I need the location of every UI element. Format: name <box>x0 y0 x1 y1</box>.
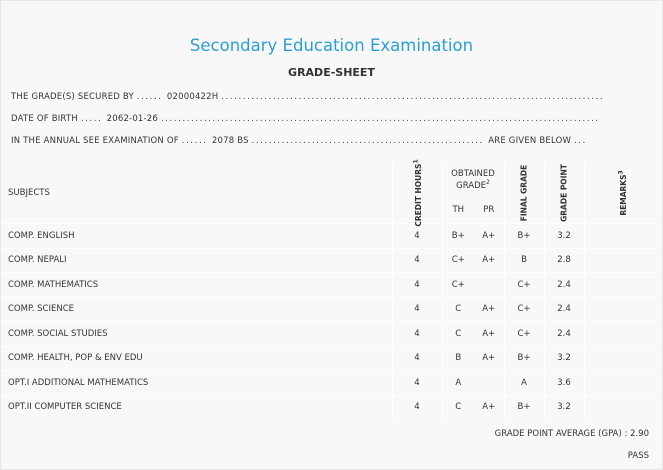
th-grade-cell: B <box>442 346 474 371</box>
table-row <box>2 248 660 273</box>
table-row <box>2 297 660 322</box>
final-grade-cell: B <box>504 248 544 273</box>
credit-hours-cell: 4 <box>392 224 442 249</box>
subject-cell: COMP. MATHEMATICS <box>2 273 392 298</box>
remarks-cell <box>584 371 660 396</box>
remarks-cell <box>584 395 660 419</box>
grade-point-cell: 3.2 <box>544 224 584 249</box>
subject-cell: COMP. SOCIAL STUDIES <box>2 322 392 347</box>
table-row <box>2 395 660 419</box>
symbol-number: 02000422H <box>166 92 219 102</box>
remarks-header: REMARKS$^3$ <box>584 162 660 224</box>
grade-point-cell: 3.2 <box>544 395 584 419</box>
grade-point-cell: 2.4 <box>544 273 584 298</box>
table-row <box>2 273 660 298</box>
final-grade-cell: C+ <box>504 273 544 298</box>
th-grade-cell: C+ <box>442 273 474 298</box>
grade-point-header: GRADE POINT <box>544 162 584 224</box>
grade-point-cell: 2.4 <box>544 322 584 347</box>
th-grade-cell: C <box>442 297 474 322</box>
pr-grade-cell <box>474 273 504 298</box>
pr-grade-cell: A+ <box>474 322 504 347</box>
grade-point-cell: 3.6 <box>544 371 584 396</box>
grade-point-cell: 2.8 <box>544 248 584 273</box>
subjects-header: SUBJECTS <box>8 187 50 198</box>
th-grade-cell: C <box>442 322 474 347</box>
final-grade-cell: B+ <box>504 395 544 419</box>
th-grade-cell: A <box>442 371 474 396</box>
remarks-cell <box>584 346 660 371</box>
final-grade-cell: B+ <box>504 346 544 371</box>
dob-label: DATE OF BIRTH <box>11 114 78 124</box>
remarks-cell <box>584 248 660 273</box>
subject-cell: OPT.I ADDITIONAL MATHEMATICS <box>2 371 392 396</box>
given-below-label: ARE GIVEN BELOW <box>488 136 572 146</box>
subject-cell: COMP. ENGLISH <box>2 224 392 249</box>
page-title: Secondary Education Examination <box>189 36 474 55</box>
pr-grade-cell: A+ <box>474 346 504 371</box>
pr-grade-cell: A+ <box>474 395 504 419</box>
pr-header: PR <box>483 205 495 215</box>
credit-hours-cell: 4 <box>392 248 442 273</box>
info-line-exam: IN THE ANNUAL SEE EXAMINATION OF ...... 2078 BS ...................................................... ARE GIVEN BELOW ... <box>11 136 587 146</box>
final-grade-cell: C+ <box>504 322 544 347</box>
table-row <box>2 346 660 371</box>
grades-table <box>2 158 660 419</box>
subject-cell: OPT.II COMPUTER SCIENCE <box>2 395 392 419</box>
remarks-cell <box>584 273 660 298</box>
credit-hours-cell: 4 <box>392 346 442 371</box>
th-header: TH <box>442 197 474 224</box>
table-row <box>2 224 660 249</box>
table-row <box>2 371 660 396</box>
gpa-value: 2.90 <box>630 429 649 439</box>
subject-cell: COMP. NEPALI <box>2 248 392 273</box>
gpa-label: GRADE POINT AVERAGE (GPA) : <box>494 429 628 439</box>
subject-cell: COMP. SCIENCE <box>2 297 392 322</box>
th-grade-cell: C <box>442 395 474 419</box>
credit-hours-cell: 4 <box>392 371 442 396</box>
remarks-cell <box>584 297 660 322</box>
credit-hours-cell: 4 <box>392 297 442 322</box>
th-grade-cell: B+ <box>442 224 474 249</box>
credit-hours-cell: 4 <box>392 395 442 419</box>
page-subtitle: GRADE-SHEET <box>288 66 375 79</box>
grade-secured-label: THE GRADE(S) SECURED BY <box>11 92 134 102</box>
credit-hours-cell: 4 <box>392 322 442 347</box>
credit-hours-header: CREDIT HOURS$^1$ <box>392 162 442 224</box>
remarks-cell <box>584 322 660 347</box>
dob-value: 2062-01-26 <box>106 114 159 124</box>
info-line-dob: DATE OF BIRTH ..... 2062-01-26 ...................................................................................................... <box>11 114 600 124</box>
grade-point-cell: 3.2 <box>544 346 584 371</box>
remarks-cell <box>584 224 660 249</box>
table-row <box>2 322 660 347</box>
pr-grade-cell: A+ <box>474 248 504 273</box>
subject-cell: COMP. HEALTH, POP & ENV EDU <box>2 346 392 371</box>
result-status: PASS <box>627 451 649 461</box>
info-line-grade-secured: THE GRADE(S) SECURED BY ...... 02000422H ......................................................................................... <box>11 92 605 102</box>
grade-point-cell: 2.4 <box>544 297 584 322</box>
final-grade-cell: B+ <box>504 224 544 249</box>
final-grade-cell: C+ <box>504 297 544 322</box>
pr-grade-cell: A+ <box>474 297 504 322</box>
obtained-grade-header: OBTAINED GRADE$^2$ <box>442 162 504 197</box>
exam-label: IN THE ANNUAL SEE EXAMINATION OF <box>11 136 179 146</box>
final-grade-cell: A <box>504 371 544 396</box>
pr-grade-cell: A+ <box>474 224 504 249</box>
credit-hours-cell: 4 <box>392 273 442 298</box>
final-grade-header: FINAL GRADE <box>504 162 544 224</box>
gpa-summary <box>495 429 649 439</box>
pr-grade-cell <box>474 371 504 396</box>
th-grade-cell: C+ <box>442 248 474 273</box>
exam-year: 2078 BS <box>211 136 249 146</box>
